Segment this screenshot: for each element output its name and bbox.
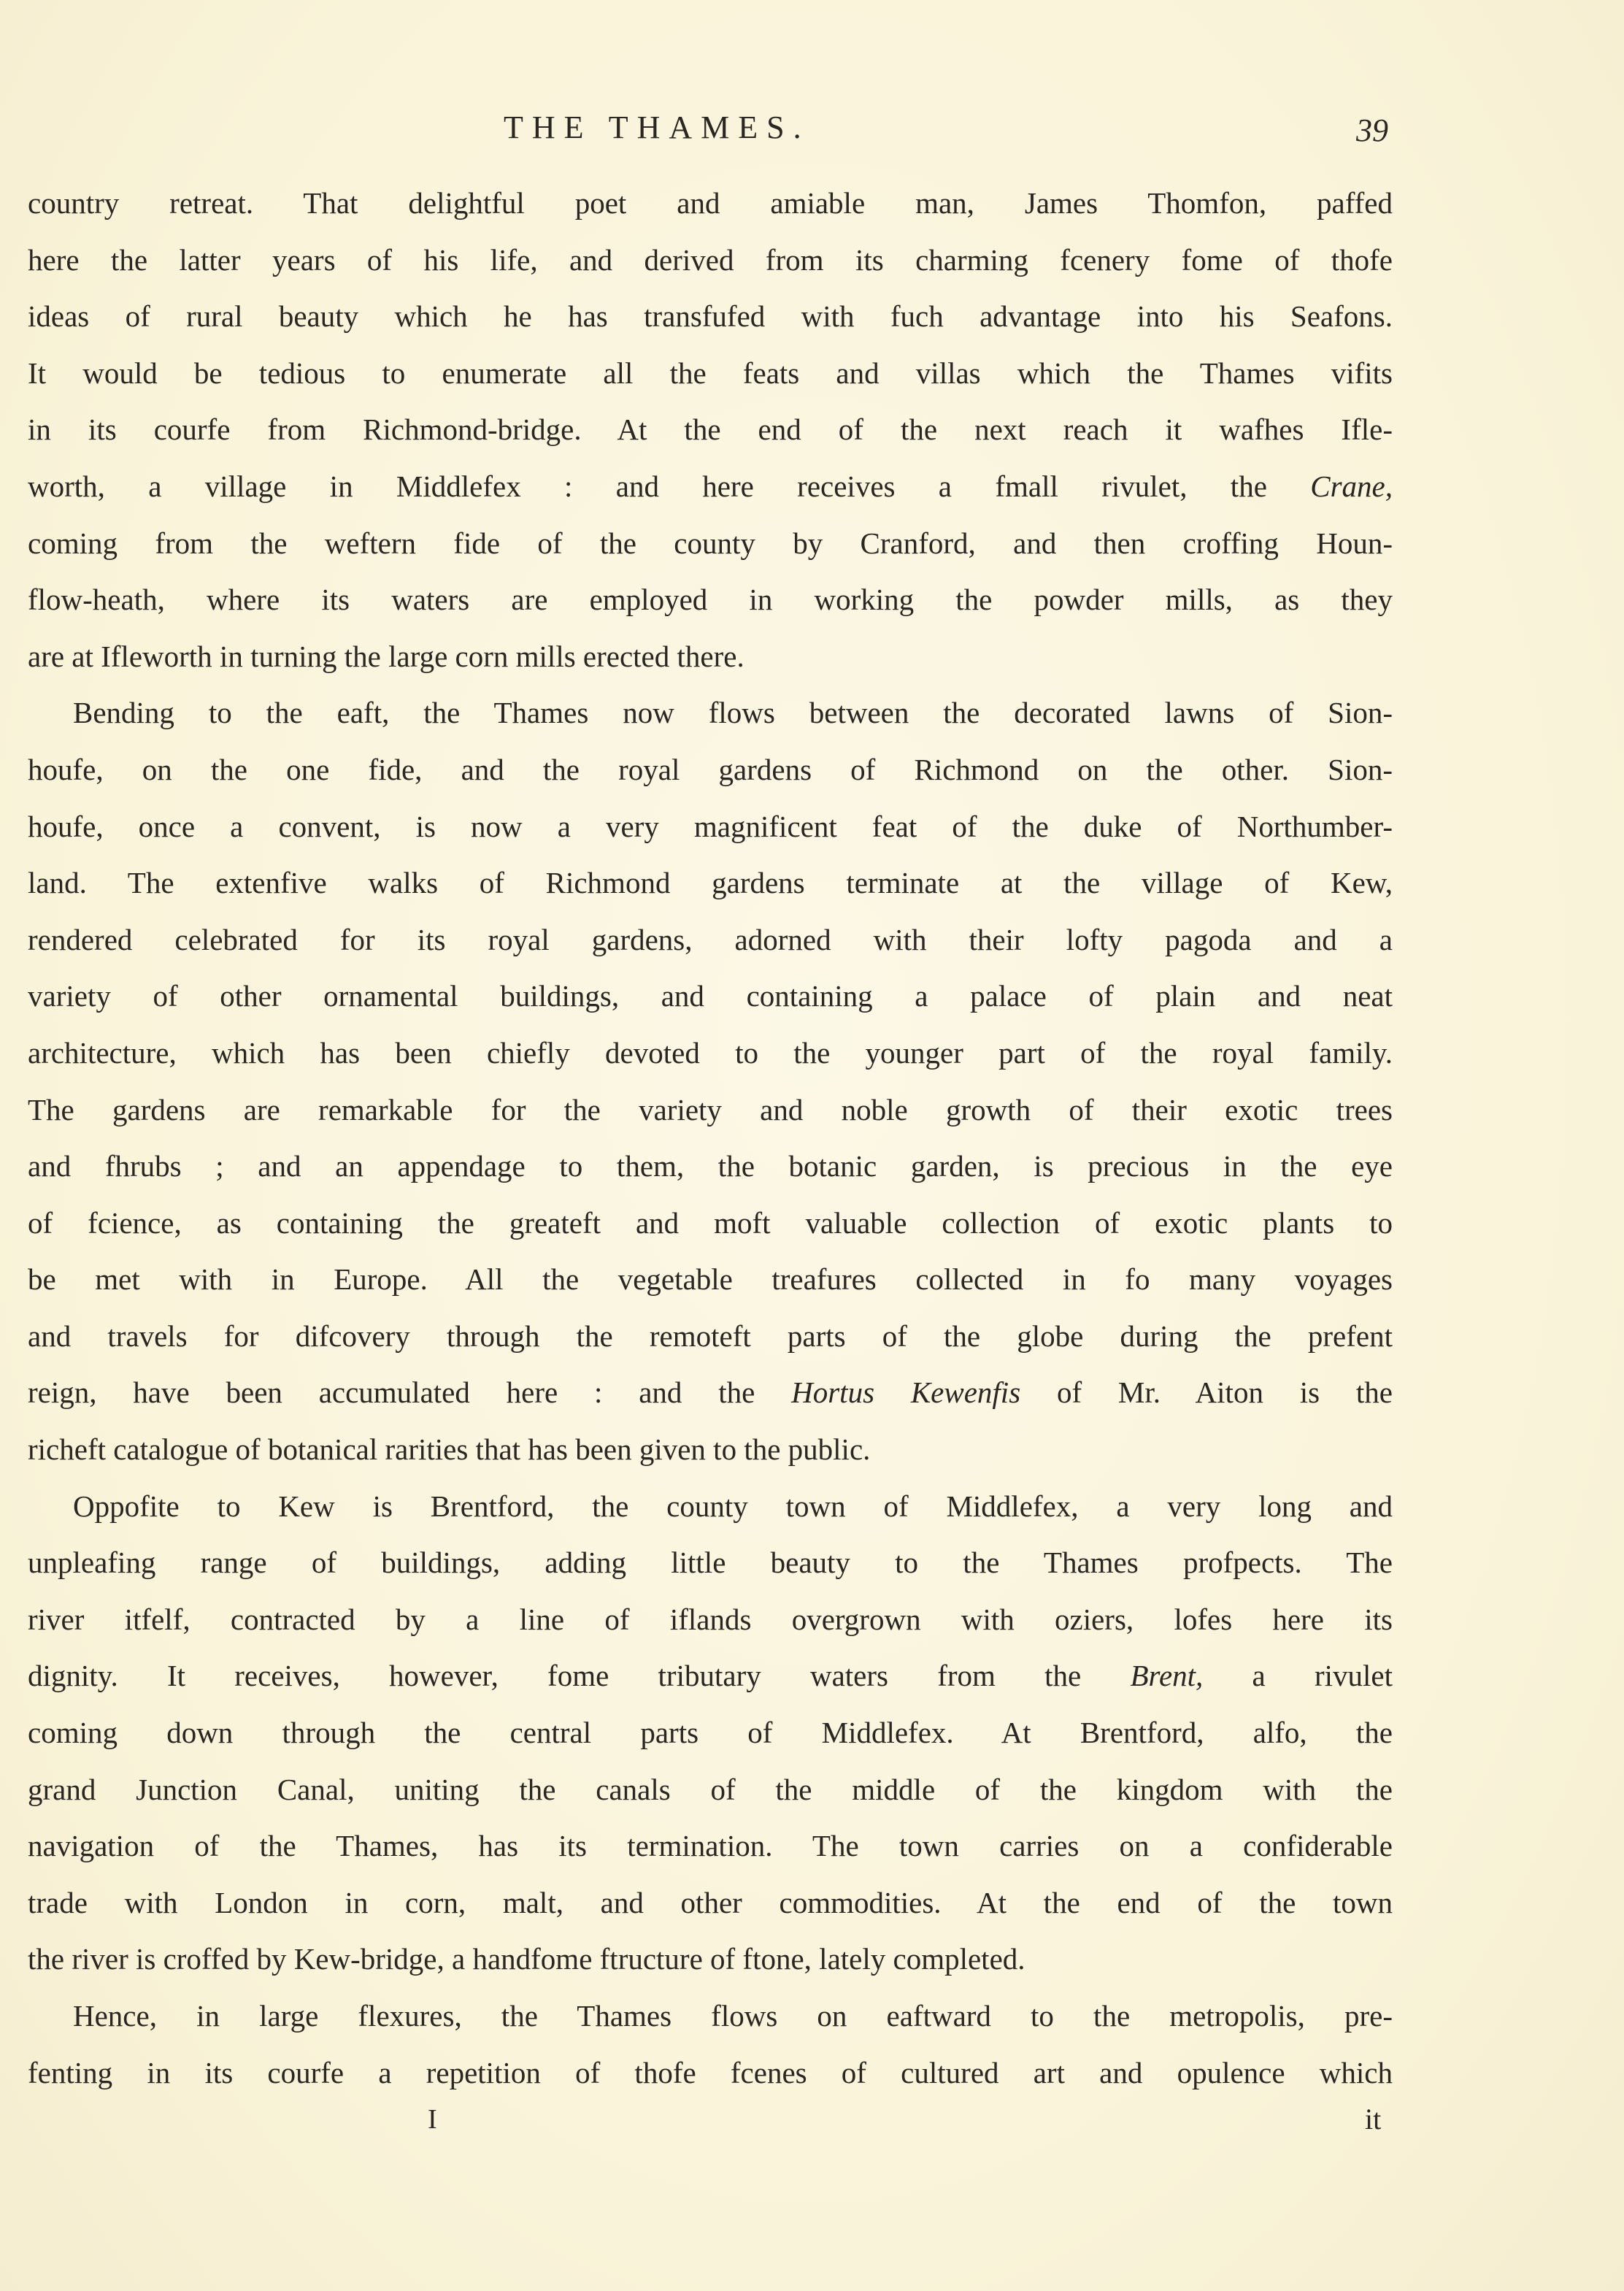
text-line bbox=[28, 1648, 1393, 1705]
text-line bbox=[28, 1592, 1393, 1649]
text-line bbox=[28, 1365, 1393, 1421]
text-line bbox=[28, 1705, 1393, 1762]
text-line bbox=[28, 1251, 1393, 1308]
text-line bbox=[28, 799, 1393, 856]
text-line bbox=[28, 345, 1393, 402]
line-text: Oppofite to Kew is Brentford, the county town of Middlefex, a very long and bbox=[73, 1489, 1393, 1523]
italic-text: Crane, bbox=[1310, 469, 1393, 503]
text-line bbox=[28, 572, 1393, 629]
text-line bbox=[28, 1195, 1393, 1252]
line-text: land. The extenfive walks of Richmond gardens terminate at the village of Kew, bbox=[28, 866, 1393, 900]
page-number: 39 bbox=[1356, 112, 1388, 148]
line-text: It would be tedious to enumerate all the feats and villas which the Thames vifits bbox=[28, 356, 1393, 390]
line-text: dignity. It receives, however, fome tributary waters from the bbox=[28, 1659, 1131, 1693]
text-line bbox=[28, 1025, 1393, 1082]
line-text: country retreat. That delightful poet and amiable man, James Thomfon, paffed bbox=[28, 186, 1393, 220]
line-text: richeft catalogue of botanical rarities that has been given to the public. bbox=[28, 1432, 871, 1467]
line-text: variety of other ornamental buildings, and containing a palace of plain and neat bbox=[28, 979, 1393, 1013]
line-text: of Mr. Aiton is the bbox=[1020, 1375, 1393, 1410]
text-line bbox=[28, 232, 1393, 289]
line-text: be met with in Europe. All the vegetable treafures collected in fo many voyages bbox=[28, 1262, 1393, 1297]
text-line bbox=[28, 175, 1393, 232]
text-line bbox=[28, 968, 1393, 1025]
line-text: a rivulet bbox=[1203, 1659, 1393, 1693]
catchword: it bbox=[1365, 2103, 1382, 2135]
line-text: coming down through the central parts of Middlefex. At Brentford, alfo, the bbox=[28, 1716, 1393, 1750]
running-title: THE THAMES. bbox=[504, 110, 810, 145]
line-text: reign, have been accumulated here : and the bbox=[28, 1375, 792, 1410]
text-line bbox=[28, 1421, 1393, 1478]
line-text: grand Junction Canal, uniting the canals of the middle of the kingdom with the bbox=[28, 1772, 1393, 1806]
line-text: Bending to the eaft, the Thames now flows between the decorated lawns of Sion- bbox=[73, 696, 1393, 730]
text-line bbox=[28, 1535, 1393, 1592]
line-text: Hence, in large flexures, the Thames flows on eaftward to the metropolis, pre- bbox=[73, 1999, 1393, 2033]
line-text: the river is croffed by Kew-bridge, a handfome ftructure of ftone, lately completed. bbox=[28, 1942, 1025, 1976]
line-text: flow-heath, where its waters are employed in working the powder mills, as they bbox=[28, 583, 1393, 617]
text-line bbox=[28, 685, 1393, 742]
line-text: rendered celebrated for its royal gardens, adorned with their lofty pagoda and a bbox=[28, 922, 1393, 956]
line-text: houfe, on the one fide, and the royal gardens of Richmond on the other. Sion- bbox=[28, 752, 1393, 786]
text-line bbox=[28, 629, 1393, 686]
page-footer bbox=[0, 2094, 1624, 2145]
line-text: ideas of rural beauty which he has transfufed with fuch advantage into his Seafons. bbox=[28, 299, 1393, 334]
line-text: in its courfe from Richmond-bridge. At the end of the next reach it wafhes Ifle- bbox=[28, 412, 1393, 447]
line-text: and travels for difcovery through the remoteft parts of the globe during the prefent bbox=[28, 1319, 1393, 1353]
text-line bbox=[28, 1082, 1393, 1139]
text-line bbox=[28, 1931, 1393, 1988]
line-text: The gardens are remarkable for the variety and noble growth of their exotic trees bbox=[28, 1092, 1393, 1127]
text-line bbox=[28, 1988, 1393, 2045]
line-text: and fhrubs ; and an appendage to them, the botanic garden, is precious in the eye bbox=[28, 1149, 1393, 1183]
running-head bbox=[0, 102, 1624, 153]
line-text: worth, a village in Middlefex : and here receives a fmall rivulet, the bbox=[28, 469, 1311, 503]
line-text: here the latter years of his life, and derived from its charming fcenery fome of thofe bbox=[28, 242, 1393, 277]
text-line bbox=[28, 1762, 1393, 1819]
line-text: are at Ifleworth in turning the large corn mills erected there. bbox=[28, 639, 744, 673]
italic-text: Brent, bbox=[1130, 1659, 1204, 1693]
text-line bbox=[28, 1308, 1393, 1365]
text-line bbox=[28, 1818, 1393, 1875]
line-text: trade with London in corn, malt, and other commodities. At the end of the town bbox=[28, 1885, 1393, 1919]
text-line bbox=[28, 458, 1393, 515]
line-text: fenting in its courfe a repetition of thofe fcenes of cultured art and opulence which bbox=[28, 2055, 1393, 2089]
text-line bbox=[28, 402, 1393, 458]
text-line bbox=[28, 912, 1393, 969]
line-text: houfe, once a convent, is now a very magnificent feat of the duke of Northumber- bbox=[28, 809, 1393, 843]
signature-mark: I bbox=[428, 2104, 437, 2135]
line-text: river itfelf, contracted by a line of iflands overgrown with oziers, lofes here its bbox=[28, 1602, 1393, 1636]
text-line bbox=[28, 742, 1393, 799]
body-text bbox=[28, 175, 1393, 2101]
text-line bbox=[28, 1478, 1393, 1535]
line-text: of fcience, as containing the greateft and moft valuable collection of exotic plants to bbox=[28, 1205, 1393, 1240]
text-line bbox=[28, 855, 1393, 912]
text-line bbox=[28, 2045, 1393, 2102]
line-text: unpleafing range of buildings, adding little beauty to the Thames profpects. The bbox=[28, 1546, 1393, 1580]
line-text: navigation of the Thames, has its termination. The town carries on a confiderable bbox=[28, 1829, 1393, 1863]
text-line bbox=[28, 1875, 1393, 1932]
text-line bbox=[28, 288, 1393, 345]
text-line bbox=[28, 515, 1393, 572]
line-text: architecture, which has been chiefly devoted to the younger part of the royal family. bbox=[28, 1035, 1393, 1070]
italic-text: Hortus Kewenfis bbox=[791, 1375, 1021, 1410]
text-line bbox=[28, 1138, 1393, 1195]
line-text: coming from the weftern fide of the county by Cranford, and then croffing Houn- bbox=[28, 526, 1393, 560]
